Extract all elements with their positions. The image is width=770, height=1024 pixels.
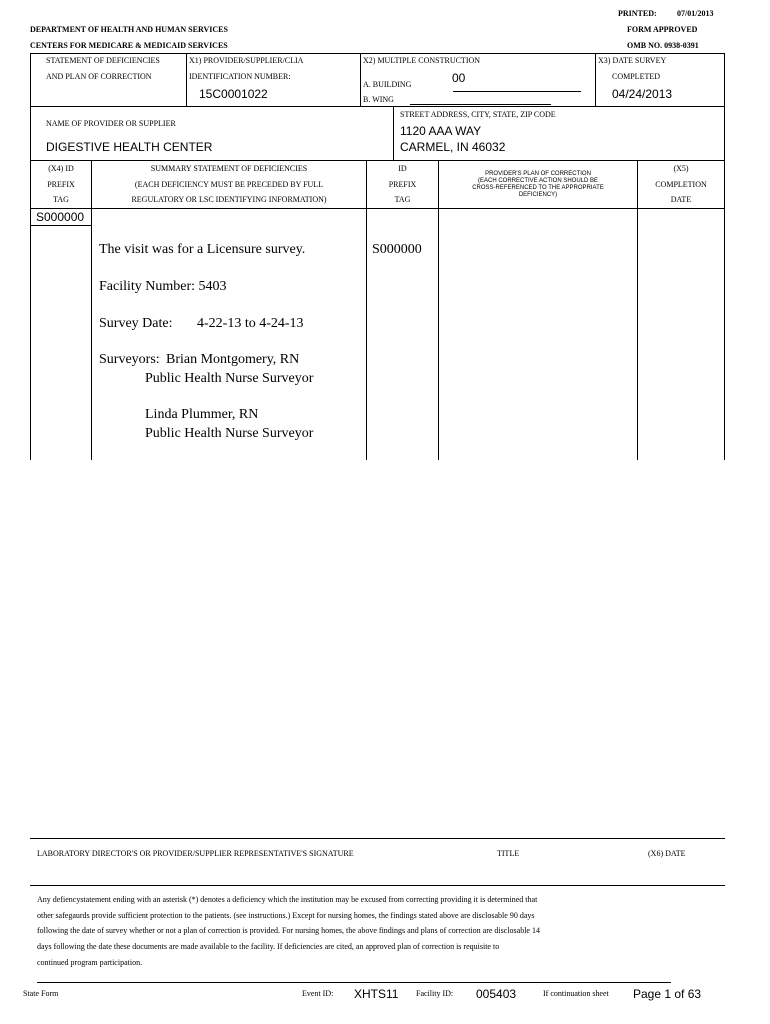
x1-id-label: IDENTIFICATION NUMBER: xyxy=(189,72,291,81)
title-label: TITLE xyxy=(497,849,520,858)
cms-title: CENTERS FOR MEDICARE & MEDICAID SERVICES xyxy=(30,41,228,50)
disclaimer-line-4: days following the date these documents are made available to the facility. If deficiencies are cited, an approved plan of correction is requisite to xyxy=(37,942,500,951)
disclaimer-line-1: Any defiencystatement ending with an asterisk (*) denotes a deficiency which the institution may be excused from correcting providing it is determined that xyxy=(37,895,538,904)
wing-label: B. WING xyxy=(363,95,394,104)
provider-name-label: NAME OF PROVIDER OR SUPPLIER xyxy=(46,119,176,128)
content-line-3-label: Survey Date: xyxy=(99,316,173,331)
summary-header-3: REGULATORY OR LSC IDENTIFYING INFORMATION) xyxy=(131,195,327,204)
disclaimer-line-2: other safegaurds provide sufficient protection to the patients. (see instructions.) Except for nursing homes, the findings stated above are disclosable 90 days xyxy=(37,911,535,920)
content-line-4-value: Brian Montgomery, RN xyxy=(166,352,300,367)
event-id-label: Event ID: xyxy=(302,989,334,998)
facility-id-value: 005403 xyxy=(476,987,517,1001)
provider-name: DIGESTIVE HEALTH CENTER xyxy=(46,140,213,154)
content-line-3-value: 4-22-13 to 4-24-13 xyxy=(197,316,304,331)
plan-header-4: DEFICIENCY) xyxy=(518,192,558,198)
x3-label: X3) DATE SURVEY xyxy=(598,56,667,65)
plan-header-1: PROVIDER'S PLAN OF CORRECTION xyxy=(485,171,591,177)
building-label: A. BUILDING xyxy=(363,80,412,89)
content-line-1: The visit was for a Licensure survey. xyxy=(99,242,306,257)
disclaimer-line-5: continued program participation. xyxy=(37,958,143,967)
event-id-value: XHTS11 xyxy=(354,987,399,1001)
x4-header-1: (X4) ID xyxy=(48,164,74,173)
x2-label: X2) MULTIPLE CONSTRUCTION xyxy=(363,56,481,65)
x5-header-1: (X5) xyxy=(673,164,689,173)
continuation-label: If continuation sheet xyxy=(543,989,609,998)
dept-title: DEPARTMENT OF HEALTH AND HUMAN SERVICES xyxy=(30,25,228,34)
city-state-zip: CARMEL, IN 46032 xyxy=(400,140,506,154)
disclaimer-line-3: following the date of survey whether or not a plan of correction is provided. For nursing homes, the above findings and plans of correction are disclosable 14 xyxy=(37,926,540,935)
id-header-2: PREFIX xyxy=(388,180,417,189)
summary-header-1: SUMMARY STATEMENT OF DEFICIENCIES xyxy=(150,164,308,173)
address-label: STREET ADDRESS, CITY, STATE, ZIP CODE xyxy=(400,110,556,119)
signature-label: LABORATORY DIRECTOR'S OR PROVIDER/SUPPLIER REPRESENTATIVE'S SIGNATURE xyxy=(37,849,354,858)
content-line-4-label: Surveyors: xyxy=(99,352,160,367)
form-approved: FORM APPROVED xyxy=(627,25,698,34)
survey-date: 04/24/2013 xyxy=(612,87,673,101)
id-header-3: TAG xyxy=(394,195,411,204)
page-number: Page 1 of 63 xyxy=(633,987,702,1001)
x5-header-2: COMPLETION xyxy=(655,180,707,189)
x3-completed: COMPLETED xyxy=(612,72,660,81)
content-line-6: Linda Plummer, RN xyxy=(145,407,259,422)
id-header-1: ID xyxy=(398,164,407,173)
statement-label-1: STATEMENT OF DEFICIENCIES xyxy=(46,56,160,65)
plan-header xyxy=(439,171,637,199)
left-tag: S000000 xyxy=(36,210,85,224)
content-line-2: Facility Number: 5403 xyxy=(99,279,227,294)
summary-header-2: (EACH DEFICIENCY MUST BE PRECEDED BY FULL xyxy=(134,180,324,189)
x4-header-2: PREFIX xyxy=(47,180,75,189)
x5-header-3: DATE xyxy=(670,195,692,204)
statement-label-2: AND PLAN OF CORRECTION xyxy=(46,72,152,81)
right-tag: S000000 xyxy=(372,242,422,257)
x4-header-3: TAG xyxy=(53,195,69,204)
plan-header-3: CROSS-REFERENCED TO THE APPROPRIATE xyxy=(472,185,604,191)
content-line-7: Public Health Nurse Surveyor xyxy=(145,426,314,441)
printed-date: 07/01/2013 xyxy=(677,9,714,18)
content-line-5: Public Health Nurse Surveyor xyxy=(145,371,314,386)
date-label: (X6) DATE xyxy=(648,849,686,858)
clia-number: 15C0001022 xyxy=(199,87,268,101)
building-value: 00 xyxy=(452,71,466,85)
omb-number: OMB NO. 0938-0391 xyxy=(627,41,699,50)
facility-id-label: Facility ID: xyxy=(416,989,454,998)
x1-label: X1) PROVIDER/SUPPLIER/CLIA xyxy=(189,56,304,65)
plan-header-2: (EACH CORRECTIVE ACTION SHOULD BE xyxy=(477,178,599,184)
printed-label: PRINTED: xyxy=(618,9,657,18)
street-address: 1120 AAA WAY xyxy=(400,124,482,138)
state-form-label: State Form xyxy=(23,989,59,998)
